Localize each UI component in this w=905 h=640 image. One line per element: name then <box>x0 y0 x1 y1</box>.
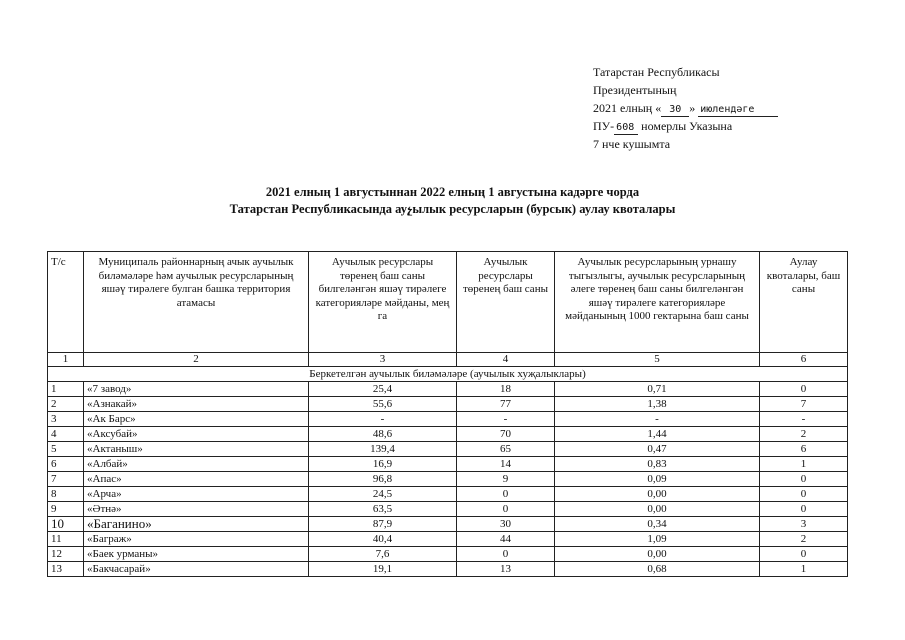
quota-value: 0 <box>760 502 848 517</box>
quota-value: 7 <box>760 397 848 412</box>
population-count: 70 <box>457 427 555 442</box>
header-col-quota: Аулау квоталары, баш саны <box>760 252 848 353</box>
header-line-1: Татарстан Республикасы <box>593 65 720 79</box>
decree-suffix: номерлы Указына <box>641 119 733 133</box>
title-line-2: Татарстан Республикасында ауչылык ресурсларын (бурсык) аулау квоталары <box>229 202 676 216</box>
hunting-ground-name: «Аксубай» <box>84 427 309 442</box>
table-row <box>48 457 848 472</box>
quota-value: 1 <box>760 562 848 577</box>
area-value: 24,5 <box>309 487 457 502</box>
quota-value: - <box>760 412 848 427</box>
header-col-density: Аучылык ресурсларының урнашу тыгызлыгы, аучылык ресурсларының әлеге төренең баш саны билгеләнгән яшәү тирәлеге категорияләре мәйданының 1000 гектарына баш саны <box>555 252 760 353</box>
hunting-ground-name: «Актаныш» <box>84 442 309 457</box>
document-title <box>0 184 905 218</box>
table-row <box>48 397 848 412</box>
section-title: Беркетелгән аучылык биләмәләре (аучылык хуҗалыклары) <box>48 367 848 382</box>
table-row <box>48 427 848 442</box>
population-count: 14 <box>457 457 555 472</box>
area-value: 25,4 <box>309 382 457 397</box>
header-col-name: Муниципаль районнарның ачык аучылык биләмәләре һәм аучылык ресурсларының яшәү тирәлеге булган башка территория атамасы <box>84 252 309 353</box>
hunting-ground-name: «Баграж» <box>84 532 309 547</box>
population-count: 0 <box>457 547 555 562</box>
date-close-quote: » <box>689 101 696 115</box>
population-count: 30 <box>457 517 555 532</box>
date-prefix: 2021 елның « <box>593 101 662 115</box>
row-number: 4 <box>48 427 84 442</box>
header-col-area: Аучылык ресурслары төренең баш саны билгеләнгән яшәү тирәлеге категорияләре мәйданы, мең га <box>309 252 457 353</box>
decree-prefix: ПУ- <box>593 119 615 133</box>
density-value: 0,34 <box>555 517 760 532</box>
density-value: 1,09 <box>555 532 760 547</box>
area-value: 55,6 <box>309 397 457 412</box>
row-number: 7 <box>48 472 84 487</box>
title-line-1: 2021 елның 1 августыннан 2022 елның 1 августына кадәрге чорда <box>265 185 640 199</box>
table-row <box>48 472 848 487</box>
hunting-ground-name: «Бакчасарай» <box>84 562 309 577</box>
density-value: 1,44 <box>555 427 760 442</box>
row-number: 1 <box>48 382 84 397</box>
area-value: 19,1 <box>309 562 457 577</box>
density-value: 0,00 <box>555 502 760 517</box>
hunting-ground-name: «Албай» <box>84 457 309 472</box>
hunting-ground-name: «Ак Барс» <box>84 412 309 427</box>
area-value: 96,8 <box>309 472 457 487</box>
decree-reference <box>593 63 778 153</box>
hunting-ground-name: «7 завод» <box>84 382 309 397</box>
population-count: 13 <box>457 562 555 577</box>
header-col-no: Т/с <box>48 252 84 353</box>
table-row <box>48 442 848 457</box>
row-number: 10 <box>48 517 84 532</box>
header-col-count: Аучылык ресурслары төренең баш саны <box>457 252 555 353</box>
row-number: 2 <box>48 397 84 412</box>
header-line-2: Президентының <box>593 83 677 97</box>
area-value: 40,4 <box>309 532 457 547</box>
quota-value: 0 <box>760 382 848 397</box>
area-value: 139,4 <box>309 442 457 457</box>
row-number: 12 <box>48 547 84 562</box>
density-value: 0,68 <box>555 562 760 577</box>
population-count: 44 <box>457 532 555 547</box>
column-number: 3 <box>309 353 457 367</box>
area-value: 16,9 <box>309 457 457 472</box>
area-value: 87,9 <box>309 517 457 532</box>
table-row <box>48 547 848 562</box>
column-number: 2 <box>84 353 309 367</box>
population-count: 77 <box>457 397 555 412</box>
column-number: 1 <box>48 353 84 367</box>
table-row <box>48 532 848 547</box>
density-value: 1,38 <box>555 397 760 412</box>
table-row <box>48 562 848 577</box>
table-row <box>48 412 848 427</box>
hunting-ground-name: «Баек урманы» <box>84 547 309 562</box>
hunting-ground-name: «Апас» <box>84 472 309 487</box>
population-count: - <box>457 412 555 427</box>
section-row <box>48 367 848 382</box>
hunting-ground-name: «Баганино» <box>84 517 309 532</box>
area-value: 48,6 <box>309 427 457 442</box>
row-number: 11 <box>48 532 84 547</box>
density-value: 0,47 <box>555 442 760 457</box>
density-value: 0,00 <box>555 487 760 502</box>
table-row <box>48 517 848 532</box>
density-value: 0,09 <box>555 472 760 487</box>
population-count: 18 <box>457 382 555 397</box>
population-count: 65 <box>457 442 555 457</box>
handwritten-day: 30 <box>661 104 689 117</box>
column-number: 4 <box>457 353 555 367</box>
header-line-5: 7 нче кушымта <box>593 137 671 151</box>
quota-value: 0 <box>760 547 848 562</box>
area-value: 7,6 <box>309 547 457 562</box>
header-line-4 <box>593 117 778 135</box>
density-value: 0,71 <box>555 382 760 397</box>
quota-value: 2 <box>760 532 848 547</box>
quota-value: 1 <box>760 457 848 472</box>
handwritten-month: июлендәге <box>698 104 778 117</box>
header-line-3 <box>593 99 778 117</box>
column-number-row <box>48 353 848 367</box>
quota-value: 0 <box>760 472 848 487</box>
column-number: 5 <box>555 353 760 367</box>
quota-value: 2 <box>760 427 848 442</box>
row-number: 13 <box>48 562 84 577</box>
table-row <box>48 487 848 502</box>
quota-table <box>47 251 848 577</box>
row-number: 8 <box>48 487 84 502</box>
row-number: 9 <box>48 502 84 517</box>
row-number: 5 <box>48 442 84 457</box>
quota-value: 6 <box>760 442 848 457</box>
hunting-ground-name: «Әтнә» <box>84 502 309 517</box>
population-count: 0 <box>457 487 555 502</box>
density-value: - <box>555 412 760 427</box>
density-value: 0,00 <box>555 547 760 562</box>
density-value: 0,83 <box>555 457 760 472</box>
population-count: 0 <box>457 502 555 517</box>
quota-value: 3 <box>760 517 848 532</box>
area-value: 63,5 <box>309 502 457 517</box>
hunting-ground-name: «Азнакай» <box>84 397 309 412</box>
row-number: 6 <box>48 457 84 472</box>
row-number: 3 <box>48 412 84 427</box>
area-value: - <box>309 412 457 427</box>
table-row <box>48 502 848 517</box>
table-header-row <box>48 252 848 353</box>
population-count: 9 <box>457 472 555 487</box>
table-row <box>48 382 848 397</box>
table-body <box>48 382 848 577</box>
quota-value: 0 <box>760 487 848 502</box>
handwritten-decree-number: 608 <box>614 122 638 135</box>
column-number: 6 <box>760 353 848 367</box>
hunting-ground-name: «Арча» <box>84 487 309 502</box>
